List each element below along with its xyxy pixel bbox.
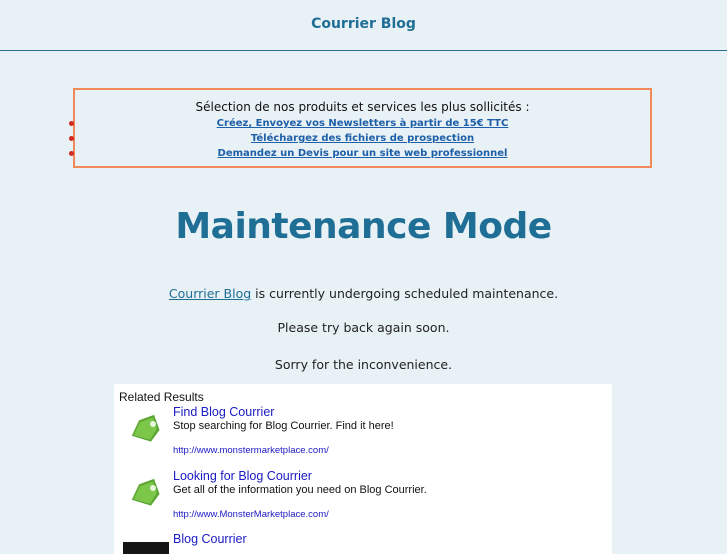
status-text: is currently undergoing scheduled maintenance.: [251, 286, 559, 301]
result-title-link[interactable]: Find Blog Courrier: [173, 405, 275, 419]
promo-item: [75, 146, 650, 161]
status-message: [0, 286, 727, 301]
promo-item: [75, 116, 650, 131]
promo-link-newsletters[interactable]: Créez, Envoyez vos Newsletters à partir de 15€ TTC: [216, 118, 509, 129]
bullet-icon: [69, 151, 74, 156]
result-description: Get all of the information you need on Blog Courrier.: [173, 484, 427, 496]
dark-thumbnail: [123, 542, 169, 554]
promo-box: [73, 88, 652, 168]
related-results-panel: [114, 384, 612, 554]
promo-link-quote[interactable]: Demandez un Devis pour un site web professionnel: [217, 148, 508, 159]
promo-item: [75, 131, 650, 146]
result-title-link[interactable]: Looking for Blog Courrier: [173, 469, 312, 483]
try-again-message: Please try back again soon.: [277, 320, 450, 335]
site-link[interactable]: Courrier Blog: [168, 286, 252, 301]
bullet-icon: [69, 121, 74, 126]
promo-list: [75, 116, 650, 161]
result-url-link[interactable]: http://www.MonsterMarketplace.com/: [173, 509, 329, 520]
result-description: Stop searching for Blog Courrier. Find it here!: [173, 420, 394, 432]
related-result: [114, 405, 612, 465]
bullet-icon: [69, 136, 74, 141]
green-tag-icon: [128, 411, 162, 445]
sorry-message: Sorry for the inconvenience.: [274, 357, 453, 372]
promo-title: Sélection de nos produits et services les plus sollicités :: [195, 100, 530, 114]
promo-link-prospection[interactable]: Téléchargez des fichiers de prospection: [250, 133, 475, 144]
site-header: [0, 0, 727, 51]
related-result: [114, 469, 612, 529]
site-title-link[interactable]: Courrier Blog: [311, 16, 416, 32]
maintenance-title: Maintenance Mode: [175, 206, 552, 247]
green-tag-icon: [128, 475, 162, 509]
related-results-heading: Related Results: [119, 390, 204, 404]
related-result: [114, 532, 612, 554]
result-title-link[interactable]: Blog Courrier: [173, 532, 247, 546]
result-url-link[interactable]: http://www.monstermarketplace.com/: [173, 445, 329, 456]
